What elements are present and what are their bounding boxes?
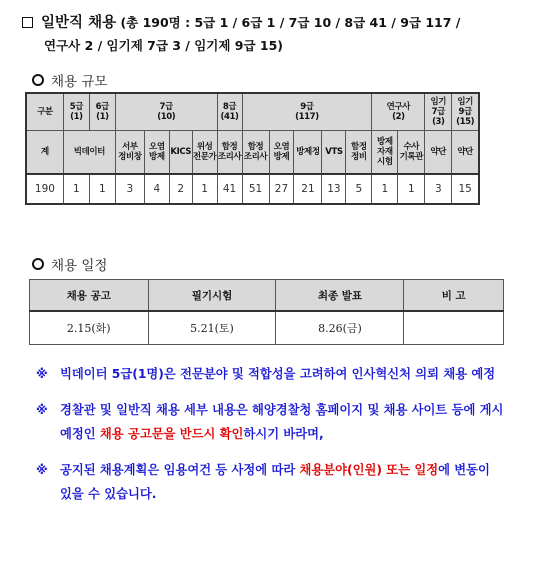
scale-table <box>25 92 480 205</box>
subheader-cell: 함정 조리사 <box>242 131 269 175</box>
header-cell: 구분 <box>26 93 63 131</box>
cell-result-date: 8.26(금) <box>276 311 404 345</box>
circle-bullet-icon <box>32 74 44 86</box>
cell-remarks <box>404 311 504 345</box>
value-cell: 2 <box>169 174 192 204</box>
group-8: 8급 (41) <box>217 93 242 131</box>
value-cell: 1 <box>192 174 217 204</box>
subheader-cell: 약단 <box>425 131 452 175</box>
value-cell: 27 <box>269 174 294 204</box>
schedule-heading-text: 채용 일정 <box>51 258 108 274</box>
group-researcher: 연구사 (2) <box>372 93 425 131</box>
subheader-cell: 함정 조리사 <box>217 131 242 175</box>
note-text: 경찰관 및 일반직 채용 세부 내용은 해양경찰청 홈페이지 및 채용 사이트 등에 게시 예정인 <box>60 403 504 441</box>
value-cell: 15 <box>452 174 479 204</box>
value-cell: 190 <box>26 174 63 204</box>
header-remarks: 비 고 <box>404 280 504 312</box>
subheader-cell: VTS <box>322 131 346 175</box>
reference-mark-icon: ※ <box>36 367 48 381</box>
subheader-cell: 함정 정비 <box>346 131 372 175</box>
value-cell: 3 <box>425 174 452 204</box>
value-cell: 3 <box>115 174 144 204</box>
subheader-cell: KICS <box>169 131 192 175</box>
note-item <box>36 362 506 386</box>
notes-list <box>36 362 506 518</box>
subheader-cell: 빅데이터 <box>63 131 115 175</box>
subheader-cell: 수사 기록관 <box>398 131 425 175</box>
subheader-cell: 서부 정비창 <box>115 131 144 175</box>
section-title <box>22 12 522 57</box>
schedule-table <box>29 279 504 345</box>
header-final-result: 최종 발표 <box>276 280 404 312</box>
reference-mark-icon: ※ <box>36 463 48 477</box>
value-cell: 1 <box>372 174 398 204</box>
note-text: 빅데이터 5급(1명)은 전문분야 및 적합성을 고려하여 인사혁신처 의뢰 채용 예정 <box>60 367 496 381</box>
title-line2: 연구사 2 / 임기제 7급 3 / 임기제 9급 15) <box>44 38 284 53</box>
note-text: 공지된 채용계획은 임용여건 등 사정에 따라 <box>60 463 300 477</box>
value-cell: 1 <box>89 174 115 204</box>
note-item <box>36 458 506 506</box>
value-cell: 1 <box>63 174 89 204</box>
note-item <box>36 398 506 446</box>
scale-heading-text: 채용 규모 <box>51 74 108 90</box>
value-cell: 51 <box>242 174 269 204</box>
total-label: 계 <box>26 131 63 175</box>
group-term-9: 임기 9급 (15) <box>452 93 479 131</box>
scale-heading <box>32 70 107 90</box>
group-7: 7급 (10) <box>115 93 217 131</box>
subheader-cell: 방제정 <box>294 131 322 175</box>
value-cell: 4 <box>144 174 169 204</box>
header-announcement: 채용 공고 <box>30 280 149 312</box>
note-text: 에 변동이 있을 수 있습니다. <box>60 463 490 501</box>
subheader-cell: 약단 <box>452 131 479 175</box>
subheader-cell: 위성 전문가 <box>192 131 217 175</box>
subheader-cell: 방제 자재 시험 <box>372 131 398 175</box>
checkbox-icon <box>22 17 33 28</box>
subheader-cell: 오염 방제 <box>144 131 169 175</box>
group-5: 5급 (1) <box>63 93 89 131</box>
note-highlight: 채용분야(인원) 또는 일정 <box>299 463 439 477</box>
group-9: 9급 (117) <box>242 93 372 131</box>
group-6: 6급 (1) <box>89 93 115 131</box>
schedule-heading <box>32 254 107 274</box>
circle-bullet-icon <box>32 258 44 270</box>
note-text: 하시기 바라며, <box>243 427 324 441</box>
note-highlight: 채용 공고문을 반드시 확인 <box>99 427 244 441</box>
cell-exam-date: 5.21(토) <box>148 311 276 345</box>
reference-mark-icon: ※ <box>36 403 48 417</box>
header-written-exam: 필기시험 <box>148 280 276 312</box>
value-cell: 5 <box>346 174 372 204</box>
subheader-cell: 오염 방제 <box>269 131 294 175</box>
title-main: 일반직 채용 <box>41 15 117 31</box>
value-cell: 13 <box>322 174 346 204</box>
group-term-7: 임기 7급 (3) <box>425 93 452 131</box>
value-cell: 21 <box>294 174 322 204</box>
value-cell: 41 <box>217 174 242 204</box>
title-detail: (총 190명 : 5급 1 / 6급 1 / 7급 10 / 8급 41 / 9급 117 / <box>116 15 461 30</box>
value-cell: 1 <box>398 174 425 204</box>
cell-announcement-date: 2.15(화) <box>30 311 149 345</box>
